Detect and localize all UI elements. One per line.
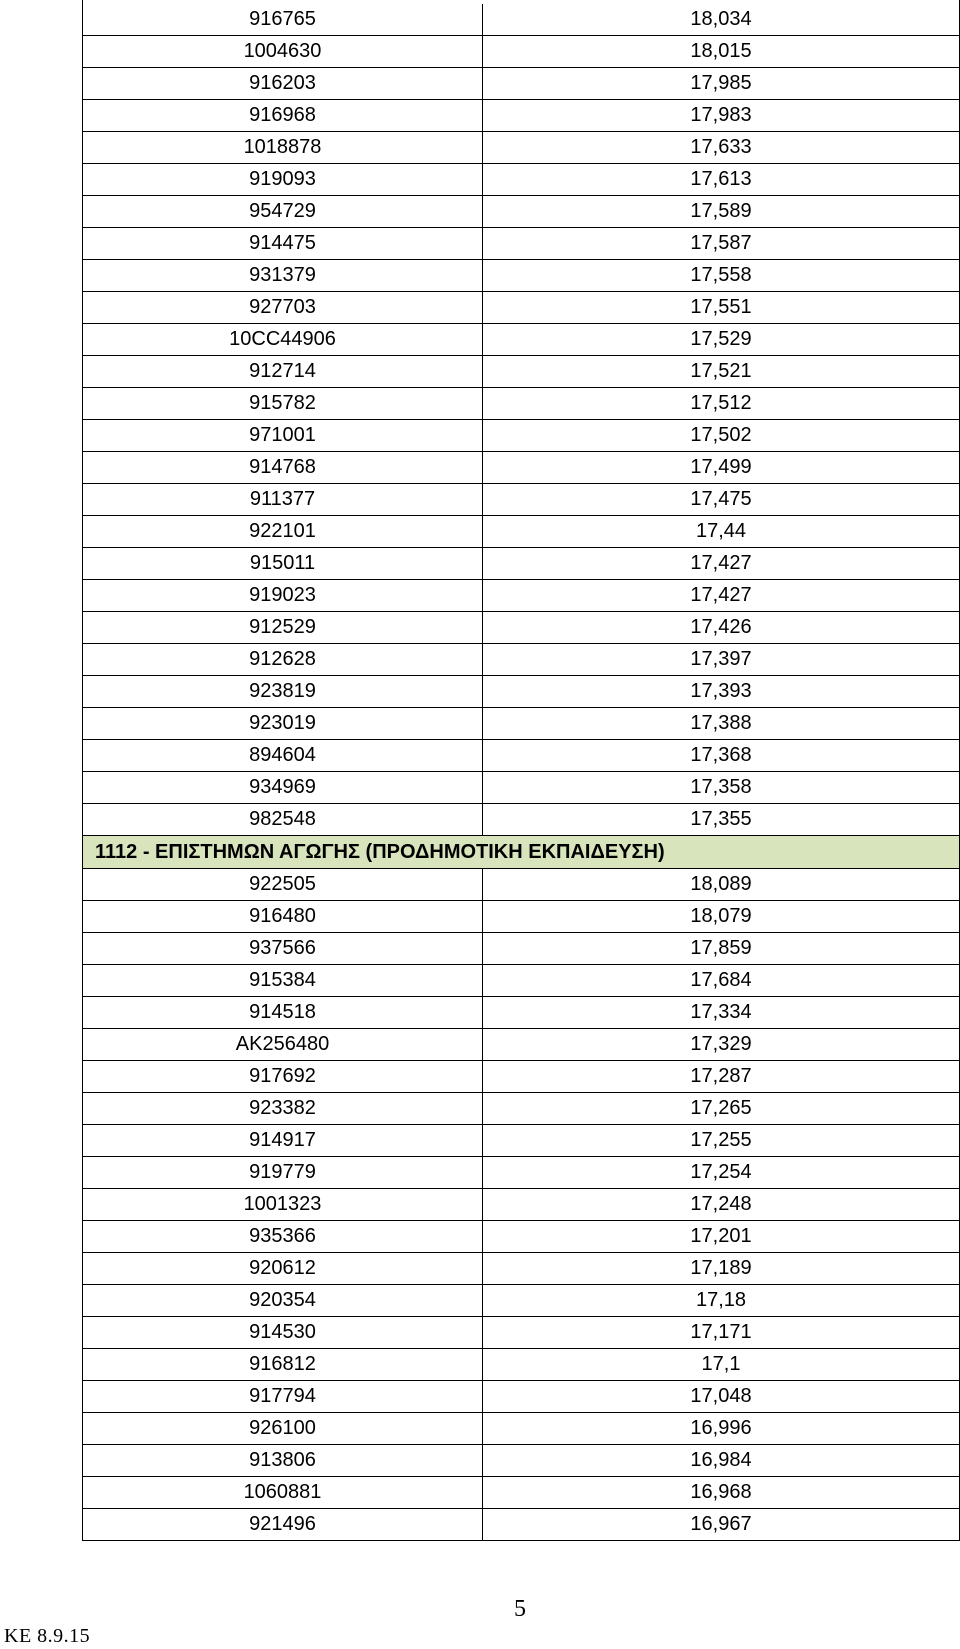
- score-cell: 18,079: [690, 905, 752, 927]
- code-cell: 921496: [83, 1509, 483, 1540]
- table-row: [83, 323, 959, 355]
- score-cell: 17,985: [690, 72, 752, 94]
- score-cell: 17,397: [690, 648, 752, 670]
- score-cell: 17,475: [690, 488, 752, 510]
- score-cell: 17,248: [690, 1193, 752, 1215]
- score-cell: 17,551: [690, 296, 752, 318]
- table-row: [83, 1284, 959, 1316]
- code-cell: 916968: [83, 100, 483, 131]
- score-cell: 17,265: [690, 1097, 752, 1119]
- rows-before-group: [83, 0, 959, 835]
- code-cell: 914518: [83, 997, 483, 1028]
- score-cell: 17,287: [690, 1065, 752, 1087]
- code-cell: 971001: [83, 420, 483, 451]
- table-row: [83, 611, 959, 643]
- rows-after-group: [83, 868, 959, 1540]
- code-cell: 912628: [83, 644, 483, 675]
- code-cell: 914475: [83, 228, 483, 259]
- code-cell: 982548: [83, 804, 483, 835]
- code-cell: 912714: [83, 356, 483, 387]
- score-cell: 17,427: [690, 552, 752, 574]
- score-cell: 17,048: [690, 1385, 752, 1407]
- score-cell: 17,1: [701, 1353, 741, 1375]
- code-cell: 919023: [83, 580, 483, 611]
- table-row: [83, 1380, 959, 1412]
- code-cell: 914530: [83, 1317, 483, 1348]
- table-row: [83, 1028, 959, 1060]
- score-cell: 17,558: [690, 264, 752, 286]
- code-cell: 917794: [83, 1381, 483, 1412]
- score-cell: 17,587: [690, 232, 752, 254]
- score-cell: 16,968: [690, 1481, 752, 1503]
- table-row: [83, 0, 959, 35]
- code-cell: 10CC44906: [83, 324, 483, 355]
- code-cell: 937566: [83, 933, 483, 964]
- table-row: [83, 739, 959, 771]
- score-cell: 17,44: [695, 520, 747, 542]
- score-cell: 17,18: [695, 1289, 747, 1311]
- code-cell: 916480: [83, 901, 483, 932]
- table-row: [83, 131, 959, 163]
- code-cell: 913806: [83, 1445, 483, 1476]
- table-row: [83, 1188, 959, 1220]
- code-cell: 914768: [83, 452, 483, 483]
- score-cell: 17,171: [690, 1321, 752, 1343]
- score-cell: 18,089: [690, 873, 752, 895]
- table-row: [83, 1508, 959, 1540]
- table-row: [83, 1092, 959, 1124]
- table-row: [83, 1124, 959, 1156]
- table-row: [83, 1060, 959, 1092]
- score-cell: 18,015: [690, 40, 752, 62]
- table-row: [83, 996, 959, 1028]
- code-cell: 1060881: [83, 1477, 483, 1508]
- score-cell: 17,499: [690, 456, 752, 478]
- code-cell: 1018878: [83, 132, 483, 163]
- code-cell: 935366: [83, 1221, 483, 1252]
- table-row: [83, 483, 959, 515]
- table-row: [83, 291, 959, 323]
- code-cell: AK256480: [83, 1029, 483, 1060]
- score-cell: 17,529: [690, 328, 752, 350]
- code-cell: 923019: [83, 708, 483, 739]
- table-row: [83, 1316, 959, 1348]
- code-cell: 919093: [83, 164, 483, 195]
- code-cell: 920354: [83, 1285, 483, 1316]
- code-cell: 1004630: [83, 36, 483, 67]
- score-cell: 17,684: [690, 969, 752, 991]
- score-cell: 16,996: [690, 1417, 752, 1439]
- code-cell: 922505: [83, 869, 483, 900]
- table-row: [83, 259, 959, 291]
- table-row: [83, 547, 959, 579]
- table-row: [83, 900, 959, 932]
- score-cell: 17,502: [690, 424, 752, 446]
- score-cell: 17,633: [690, 136, 752, 158]
- score-cell: 17,859: [690, 937, 752, 959]
- score-cell: 17,613: [690, 168, 752, 190]
- table-row: [83, 1156, 959, 1188]
- table-row: [83, 99, 959, 131]
- code-cell: 919779: [83, 1157, 483, 1188]
- table-row: [83, 387, 959, 419]
- table-row: [83, 1412, 959, 1444]
- page-number: 5: [514, 1596, 526, 1622]
- table-row: [83, 1476, 959, 1508]
- code-cell: 920612: [83, 1253, 483, 1284]
- table-row: [83, 451, 959, 483]
- code-cell: 954729: [83, 196, 483, 227]
- table-row: [83, 964, 959, 996]
- score-cell: 17,521: [690, 360, 752, 382]
- score-cell: 17,254: [690, 1161, 752, 1183]
- score-cell: 17,589: [690, 200, 752, 222]
- table-row: [83, 195, 959, 227]
- table-row: [83, 803, 959, 835]
- table-row: [83, 227, 959, 259]
- score-cell: 17,368: [690, 744, 752, 766]
- code-cell: 915384: [83, 965, 483, 996]
- code-cell: 914917: [83, 1125, 483, 1156]
- code-cell: 916765: [83, 4, 483, 35]
- score-cell: 17,512: [690, 392, 752, 414]
- code-cell: 1001323: [83, 1189, 483, 1220]
- footer-label: ΚΕ 8.9.15: [4, 1625, 91, 1647]
- table-row: [83, 163, 959, 195]
- score-cell: 17,334: [690, 1001, 752, 1023]
- table-row: [83, 868, 959, 900]
- table-row: [83, 932, 959, 964]
- code-cell: 915011: [83, 548, 483, 579]
- table-row: [83, 771, 959, 803]
- code-cell: 922101: [83, 516, 483, 547]
- score-cell: 17,983: [690, 104, 752, 126]
- code-cell: 927703: [83, 292, 483, 323]
- table-row: [83, 35, 959, 67]
- score-cell: 17,358: [690, 776, 752, 798]
- score-cell: 17,329: [690, 1033, 752, 1055]
- table-row: [83, 707, 959, 739]
- score-cell: 17,388: [690, 712, 752, 734]
- table-row: [83, 515, 959, 547]
- code-cell: 911377: [83, 484, 483, 515]
- table-row: [83, 1252, 959, 1284]
- table-row: [83, 1220, 959, 1252]
- table-row: [83, 1444, 959, 1476]
- code-cell: 917692: [83, 1061, 483, 1092]
- table-row: [83, 67, 959, 99]
- score-cell: 17,189: [690, 1257, 752, 1279]
- score-cell: 17,355: [690, 808, 752, 830]
- code-cell: 934969: [83, 772, 483, 803]
- code-cell: 923819: [83, 676, 483, 707]
- table-row: [83, 643, 959, 675]
- code-cell: 931379: [83, 260, 483, 291]
- score-cell: 16,967: [690, 1513, 752, 1535]
- table-row: [83, 579, 959, 611]
- code-cell: 916812: [83, 1349, 483, 1380]
- code-cell: 923382: [83, 1093, 483, 1124]
- table-row: [83, 1348, 959, 1380]
- score-cell: 17,393: [690, 680, 752, 702]
- code-cell: 916203: [83, 68, 483, 99]
- results-table: [82, 0, 960, 1541]
- section-header-row: [83, 835, 959, 868]
- score-cell: 16,984: [690, 1449, 752, 1471]
- score-cell: 17,427: [690, 584, 752, 606]
- code-cell: 915782: [83, 388, 483, 419]
- score-cell: 17,201: [690, 1225, 752, 1247]
- code-cell: 926100: [83, 1413, 483, 1444]
- table-row: [83, 355, 959, 387]
- score-cell: 17,426: [690, 616, 752, 638]
- section-header-label: 1112 - ΕΠΙΣΤΗΜΩΝ ΑΓΩΓΗΣ (ΠΡΟΔΗΜΟΤΙΚΗ ΕΚΠΑΙΔΕΥΣΗ): [95, 840, 665, 863]
- score-cell: 17,255: [690, 1129, 752, 1151]
- table-row: [83, 419, 959, 451]
- score-cell: 18,034: [690, 8, 752, 30]
- code-cell: 894604: [83, 740, 483, 771]
- code-cell: 912529: [83, 612, 483, 643]
- table-row: [83, 675, 959, 707]
